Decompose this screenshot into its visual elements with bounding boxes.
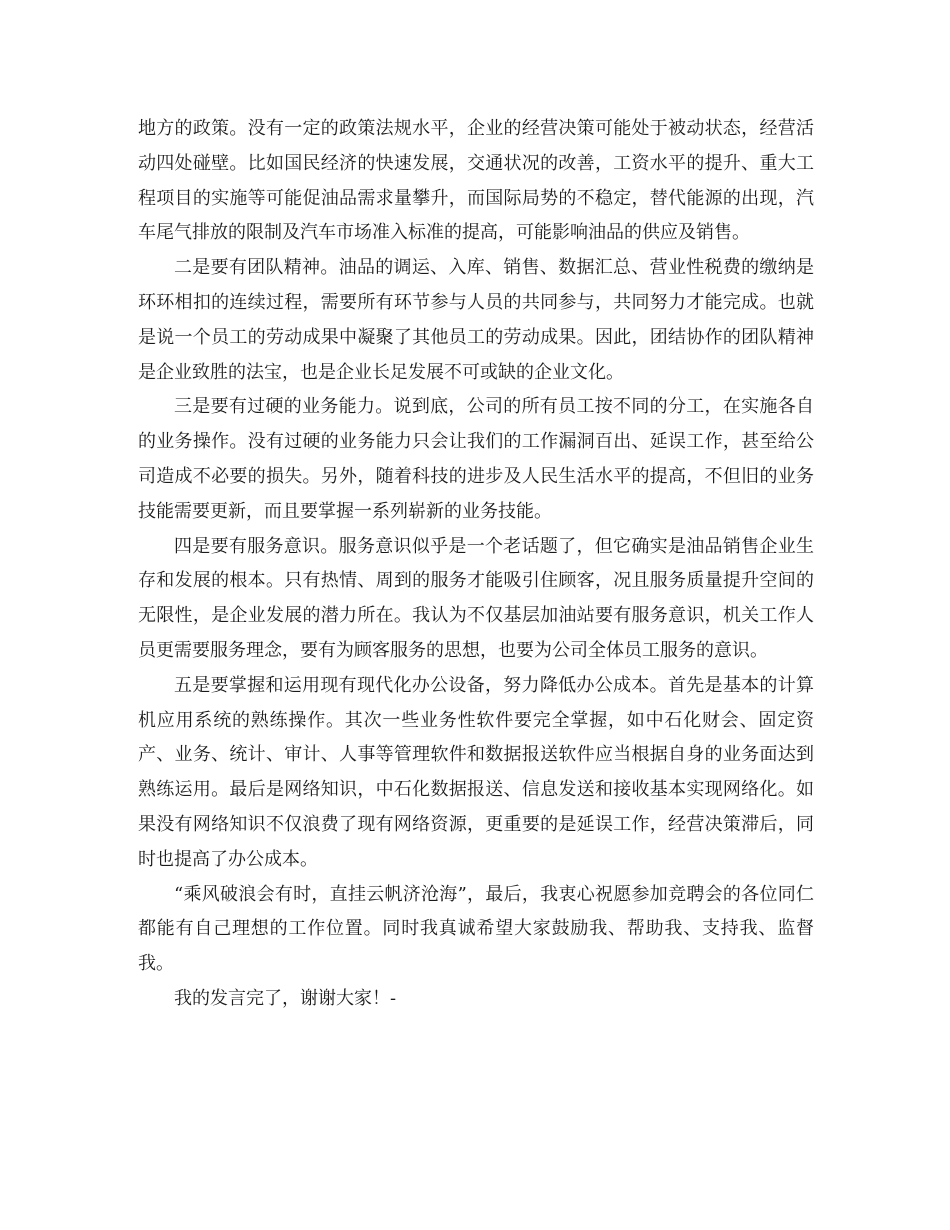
document-body [138, 112, 814, 1017]
paragraph-office-equipment: 五是要掌握和运用现有现代化办公设备，努力降低办公成本。首先是基本的计算机应用系统的熟练操作。其次一些业务性软件要完全掌握，如中石化财会、固定资产、业务、统计、审计、人事等管理软件和数据报送软件应当根据自身的业务面达到熟练运用。最后是网络知识，中石化数据报送、信息发送和接收基本实现网络化。如果没有网络知识不仅浪费了现有网络资源，更重要的是延误工作，经营决策滞后，同时也提高了办公成本。 [138, 674, 814, 870]
paragraph-team-spirit: 二是要有团队精神。油品的调运、入库、销售、数据汇总、营业性税费的缴纳是环环相扣的连续过程，需要所有环节参与人员的共同参与，共同努力才能完成。也就是说一个员工的劳动成果中凝聚了其他员工的劳动成果。因此，团结协作的团队精神是企业致胜的法宝，也是企业长足发展不可或缺的企业文化。 [138, 257, 814, 383]
paragraph-business-ability: 三是要有过硬的业务能力。说到底，公司的所有员工按不同的分工，在实施各自的业务操作。没有过硬的业务能力只会让我们的工作漏洞百出、延误工作，甚至给公司造成不必要的损失。另外，随着科技的进步及人民生活水平的提高，不但旧的业务技能需要更新，而且要掌握一系列崭新的业务技能。 [138, 396, 814, 522]
paragraph-closing-wish: “乘风破浪会有时，直挂云帆济沧海”，最后，我衷心祝愿参加竞聘会的各位同仁都能有自己理想的工作位置。同时我真诚希望大家鼓励我、帮助我、支持我、监督我。 [138, 883, 814, 975]
paragraph-thanks: 我的发言完了，谢谢大家！- [174, 987, 397, 1009]
paragraph-service-awareness: 四是要有服务意识。服务意识似乎是一个老话题了，但它确实是油品销售企业生存和发展的根本。只有热情、周到的服务才能吸引住顾客，况且服务质量提升空间的无限性，是企业发展的潜力所在。我认为不仅基层加油站要有服务意识，机关工作人员更需要服务理念，要有为顾客服务的思想，也要为公司全体员工服务的意识。 [138, 535, 814, 661]
paragraph-policy: 地方的政策。没有一定的政策法规水平，企业的经营决策可能处于被动状态，经营活动四处碰壁。比如国民经济的快速发展，交通状况的改善，工资水平的提升、重大工程项目的实施等可能促油品需求量攀升，而国际局势的不稳定，替代能源的出现，汽车尾气排放的限制及汽车市场准入标准的提高，可能影响油品的供应及销售。 [138, 118, 814, 244]
